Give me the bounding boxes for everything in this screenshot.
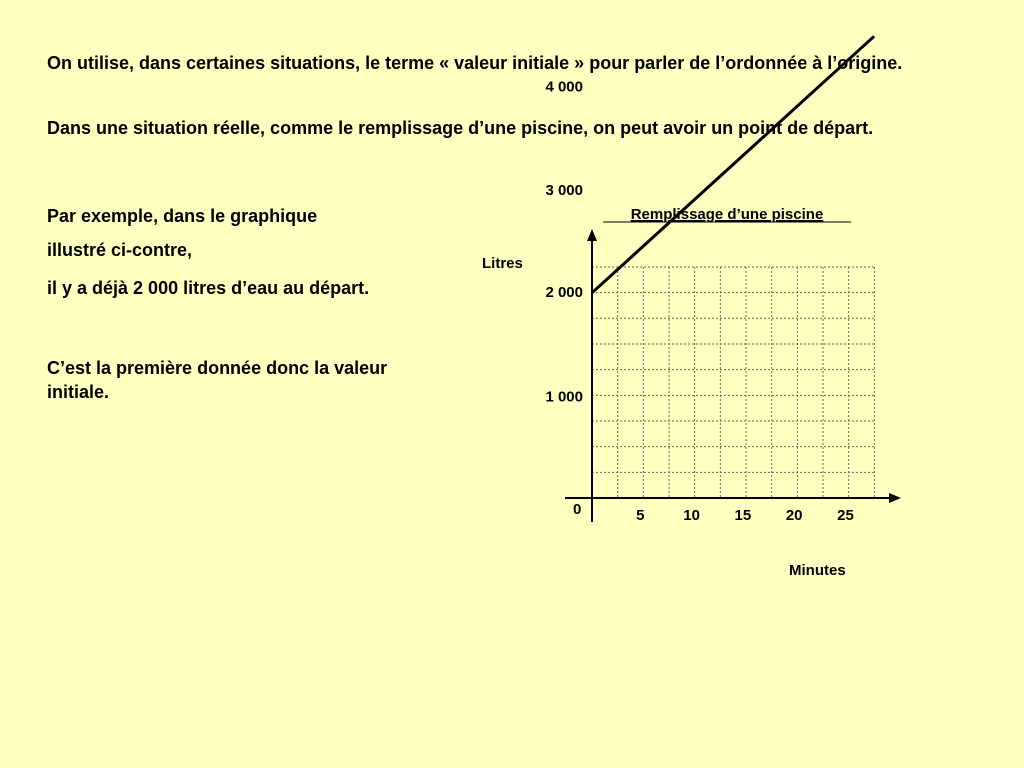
y-tick-label: 4 000	[545, 78, 583, 96]
y-tick-label: 1 000	[545, 388, 583, 406]
x-tick-label: 10	[683, 507, 700, 524]
x-tick-label: 15	[734, 507, 752, 524]
example-line-1: Par exemple, dans le graphique	[47, 206, 318, 226]
chart-title: Remplissage d’une piscine	[630, 206, 824, 223]
y-axis-label: Litres	[482, 255, 523, 272]
y-axis-arrow	[587, 229, 597, 241]
origin-label: 0	[573, 501, 582, 518]
x-tick-label: 25	[837, 507, 854, 524]
x-axis-arrow	[889, 493, 901, 503]
x-tick-label: 5	[636, 507, 645, 524]
example-line-3: il y a déjà 2 000 litres d’eau au départ.	[47, 278, 370, 298]
chart-labels	[482, 79, 854, 579]
example-line-2: illustré ci-contre,	[47, 240, 193, 260]
series-line	[592, 36, 874, 293]
x-axis-label: Minutes	[789, 562, 846, 579]
conclusion-paragraph: C’est la première donnée donc la valeur initiale.	[47, 358, 388, 402]
x-tick-label: 20	[785, 507, 803, 524]
y-tick-label: 3 000	[545, 182, 583, 200]
chart-series	[592, 36, 874, 293]
context-paragraph: Dans une situation réelle, comme le remplissage d’une piscine, on peut avoir un point de départ.	[47, 118, 874, 138]
y-tick-label: 2 000	[545, 283, 583, 301]
chart-grid	[592, 267, 874, 498]
intro-paragraph: On utilise, dans certaines situations, le terme « valeur initiale » pour parler de l’ordonnée à l’origine.	[47, 53, 903, 73]
